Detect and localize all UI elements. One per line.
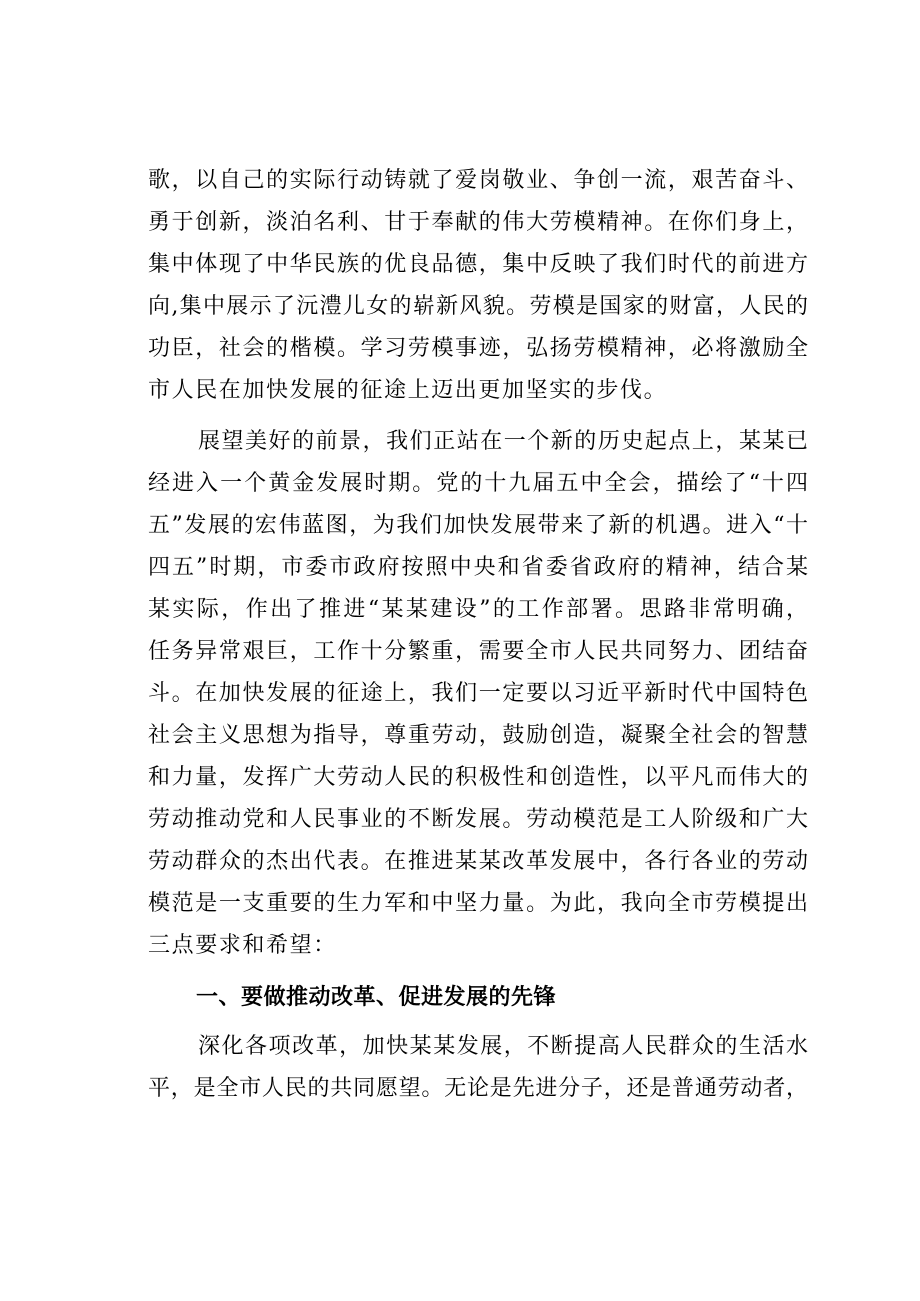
paragraph-line: 集中体现了中华民族的优良品德，集中反映了我们时代的前进方	[148, 252, 808, 277]
paragraph-line: 社会主义思想为指导，尊重劳动，鼓励创造，凝聚全社会的智慧	[148, 723, 808, 748]
paragraph-first-line: 深化各项改革，加快某某发展，不断提高人民群众的生活水	[198, 1034, 808, 1059]
paragraph-line: 歌，以自己的实际行动铸就了爱岗敬业、争创一流，艰苦奋斗、	[148, 168, 808, 193]
paragraph-line: 功臣，社会的楷模。学习劳模事迹，弘扬劳模精神，必将激励全	[148, 336, 808, 361]
paragraph-line: 向,集中展示了沅澧儿女的崭新风貌。劳模是国家的财富，人民的	[148, 294, 808, 319]
paragraph-line: 市人民在加快发展的征途上迈出更加坚实的步伐。	[148, 378, 668, 403]
paragraph-line: 任务异常艰巨，工作十分繁重，需要全市人民共同努力、团结奋	[148, 639, 808, 664]
paragraph-line: 斗。在加快发展的征途上，我们一定要以习近平新时代中国特色	[148, 681, 808, 706]
paragraph-line: 四五”时期，市委市政府按照中央和省委省政府的精神，结合某	[148, 555, 808, 580]
paragraph-line: 某实际，作出了推进“某某建设”的工作部署。思路非常明确，	[148, 597, 808, 622]
paragraph-line: 经进入一个黄金发展时期。党的十九届五中全会，描绘了“十四	[148, 471, 808, 496]
paragraph-line: 勇于创新，淡泊名利、甘于奉献的伟大劳模精神。在你们身上，	[148, 210, 808, 235]
paragraph-first-line: 展望美好的前景，我们正站在一个新的历史起点上，某某已	[198, 429, 808, 454]
paragraph-line: 平，是全市人民的共同愿望。无论是先进分子，还是普通劳动者，	[148, 1076, 808, 1101]
section-heading: 一、要做推动改革、促进发展的先锋	[196, 985, 557, 1010]
paragraph-line: 劳动群众的杰出代表。在推进某某改革发展中，各行各业的劳动	[148, 849, 808, 874]
paragraph-line: 三点要求和希望：	[148, 933, 337, 958]
paragraph-line: 劳动推动党和人民事业的不断发展。劳动模范是工人阶级和广大	[148, 807, 808, 832]
paragraph-line: 和力量，发挥广大劳动人民的积极性和创造性，以平凡而伟大的	[148, 765, 808, 790]
paragraph-line: 模范是一支重要的生力军和中坚力量。为此，我向全市劳模提出	[148, 891, 808, 916]
paragraph-line: 五”发展的宏伟蓝图，为我们加快发展带来了新的机遇。进入“十	[148, 513, 808, 538]
